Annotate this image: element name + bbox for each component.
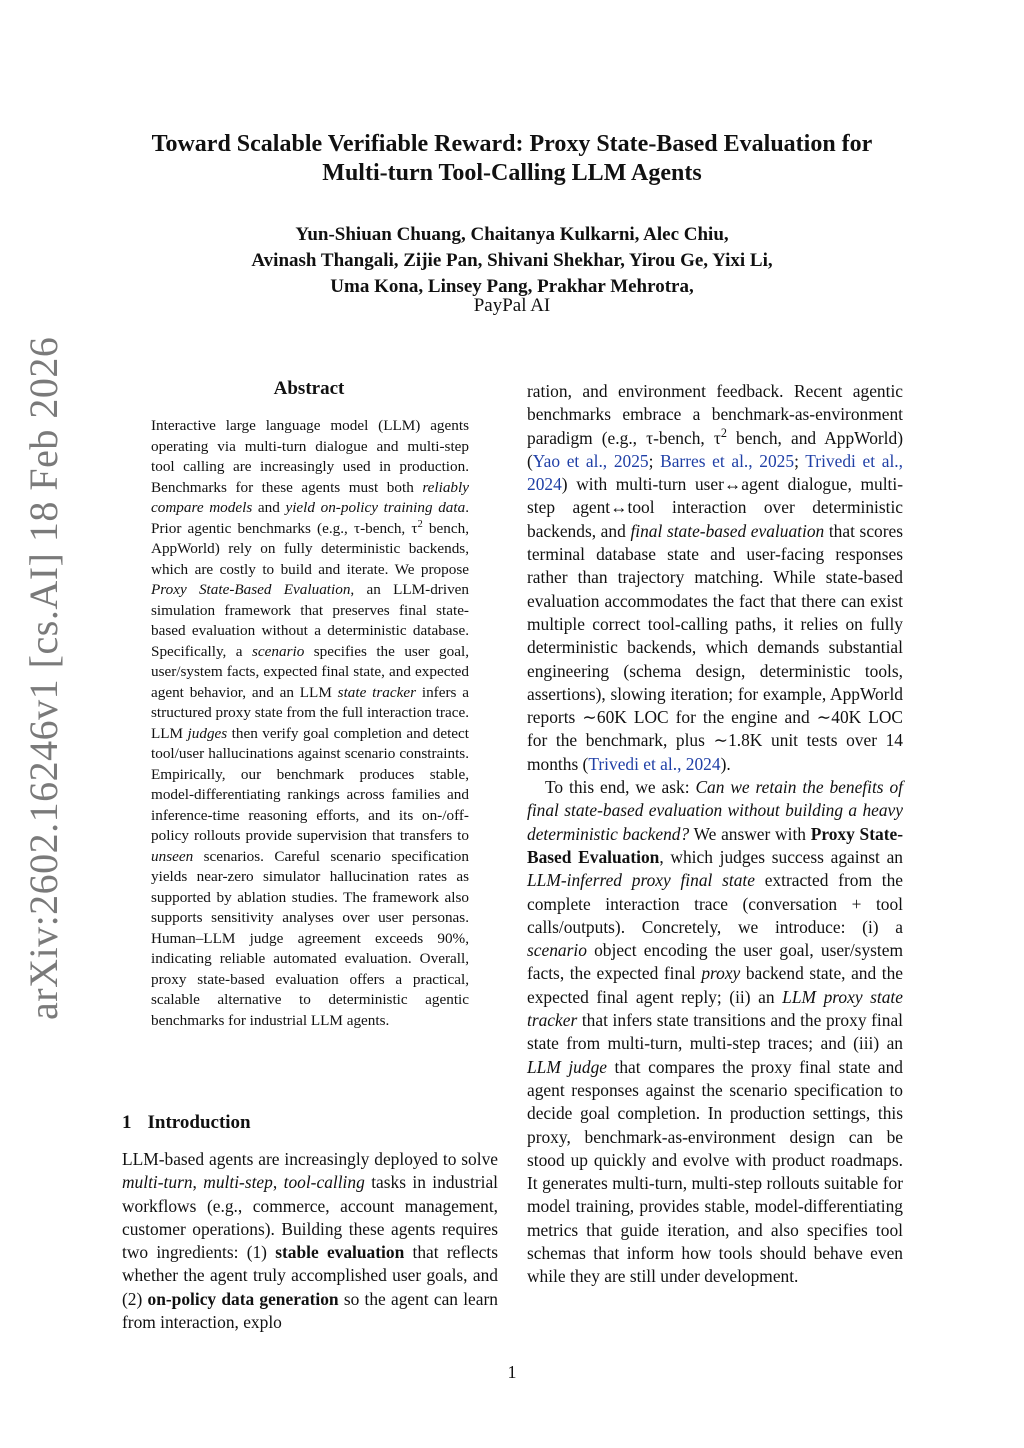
arxiv-identifier: arXiv:2602.16246v1 [cs.AI] 18 Feb 2026 [21,336,66,1020]
intro-paragraph-2: To this end, we ask: Can we retain the benefits of final state-based evaluation without building a heavy deterministic backend? We answer with Proxy State-Based Evaluation, which judges success against an LLM-inferred proxy final state extracted from the complete interaction trace (conversation + tool calls/outputs). Concretely, we introduce: (i) a scenario object encoding the user goal, user/system facts, the expected final proxy backend state, and the expected final agent reply; (ii) an LLM proxy state tracker that infers state transitions and the proxy final state from multi-turn, multi-step traces; and (iii) an LLM judge that compares the proxy final state and agent responses against the scenario specification to decide goal completion. In production settings, this proxy, benchmark-as-environment design can be stood up quickly and evolve with product roadmaps. It generates multi-turn, multi-step rollouts suitable for model training, provides stable, model-differentiating metrics that guide iteration, and also specifies tool schemas that inform how tools should behave even while they are still under development. [527,777,904,1287]
citation-link[interactable]: Trivedi et al., 2024 [588,753,721,774]
intro-paragraph-1: LLM-based agents are increasingly deployed to solve multi-turn, multi-step, tool-calling tasks in industrial workflows (e.g., commerce, account management, customer operations). Building these agents requires two ingredients: (1) stable evaluation that reflects whether the agent truly accomplished user goals, and (2) on-policy data generation so the agent can learn from interaction, explo [122,1149,499,1333]
affiliation: PayPal AI [473,295,551,316]
title-line-2: Multi-turn Tool-Calling LLM Agents [322,160,702,186]
introduction-right-column [527,380,903,1289]
author-list [100,222,924,300]
authors-line-2: Avinash Thangali, Zijie Pan, Shivani Shekhar, Yirou Ge, Yixi Li, [251,250,773,271]
authors-line-1: Yun-Shiuan Chuang, Chaitanya Kulkarni, Alec Chiu, [295,224,729,245]
section-number: 1 [122,1112,132,1133]
abstract-heading: Abstract [273,378,345,399]
abstract-body [151,416,469,1031]
citation-link[interactable]: Trivedi et al., 2024 [527,450,903,495]
introduction-left-column [122,1148,498,1334]
title-line-1: Toward Scalable Verifiable Reward: Proxy State-Based Evaluation for [151,131,873,157]
section-title: Introduction [147,1112,251,1133]
intro-paragraph-1-continued: ration, and environment feedback. Recent agentic benchmarks embrace a benchmark-as-environment paradigm (e.g., τ-bench, $\tau^2$ bench, and AppWorld) (Yao et al., 2025; Barres et al., 2025; Trivedi et al., 2024) with multi-turn user↔agent dialogue, multi-step agent↔tool interaction over deterministic backends, and final state-based evaluation that scores terminal database state and user-facing responses rather than trajectory matching. While state-based evaluation accommodates the fact that there can exist multiple correct tool-calling paths, it relies on fully deterministic backends, which demands substantial engineering (schema design, deterministic tools, assertions), slowing iteration; for example, AppWorld reports ∼60K LOC for the engine and ∼40K LOC for the benchmark, plus ∼1.8K unit tests over 14 months (Trivedi et al., 2024). [527,381,904,774]
citation-link[interactable]: Yao et al., 2025 [532,450,649,471]
paper-title [100,130,924,188]
citation-link[interactable]: Barres et al., 2025 [660,450,795,471]
abstract-paragraph: Interactive large language model (LLM) agents operating via multi-turn dialogue and multi-step tool calling are increasingly used in production. Benchmarks for these agents must both reliably compare models and yield on-policy training data. Prior agentic benchmarks (e.g., τ-bench, $\tau^2$ bench, AppWorld) rely on fully deterministic backends, which are costly to build and iterate. We propose Proxy State-Based Evaluation, an LLM-driven simulation framework that preserves final state-based evaluation without a deterministic database. Specifically, a scenario specifies the user goal, user/system facts, expected final state, and expected agent behavior, and an LLM state tracker infers a structured proxy state from the full interaction trace. LLM judges then verify goal completion and detect tool/user hallucinations against scenario constraints. Empirically, our benchmark produces stable, model-differentiating rankings across families and inference-time reasoning efforts, and its on-/off-policy rollouts provide supervision that transfers to unseen scenarios. Careful scenario specification yields near-zero simulator hallucination rates as supported by ablation studies. The framework also supports sensitivity analyses over user personas. Human–LLM judge agreement exceeds 90%, indicating reliable automated evaluation. Overall, proxy state-based evaluation offers a practical, scalable alternative to deterministic agentic benchmarks for industrial LLM agents. [151,417,470,1029]
authors-line-3: Uma Kona, Linsey Pang, Prakhar Mehrotra, [330,276,694,297]
page-number: 1 [507,1362,517,1382]
section-heading-introduction [122,1112,251,1134]
